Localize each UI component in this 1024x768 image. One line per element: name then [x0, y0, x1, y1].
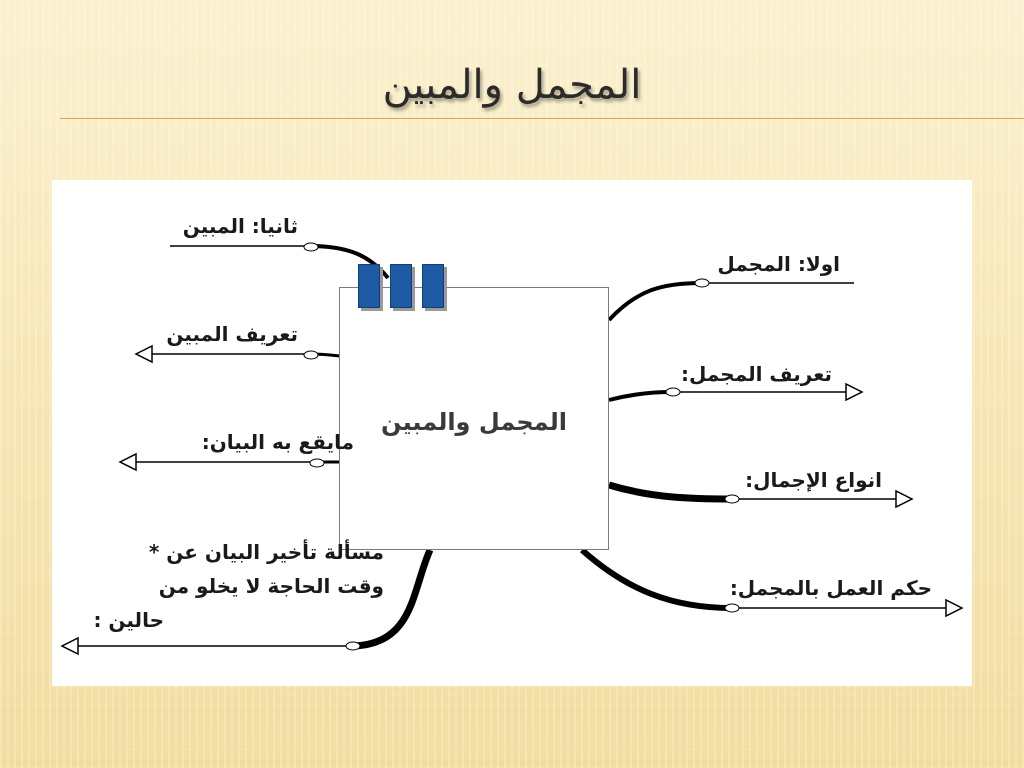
left-node-label-4-line-1[interactable]: مسألة تأخير البيان عن * — [148, 540, 384, 564]
right-node-label-4[interactable]: حكم العمل بالمجمل: — [729, 576, 932, 600]
node-connector-left-1 — [304, 243, 318, 251]
arrowhead-right-4 — [946, 600, 962, 616]
left-node-label-2[interactable]: تعريف المبين — [166, 322, 298, 346]
node-connector-right-2 — [666, 388, 680, 396]
arrowhead-left-4 — [62, 638, 78, 654]
arrowhead-right-2 — [846, 384, 862, 400]
binder-tab — [422, 264, 444, 308]
title-divider — [60, 118, 1024, 119]
right-node-label-2[interactable]: تعريف المجمل: — [681, 362, 832, 386]
arrowhead-left-3 — [120, 454, 136, 470]
binder-tab — [358, 264, 380, 308]
mind-map-panel — [52, 180, 972, 686]
branch-right-1 — [609, 283, 702, 320]
right-node-label-1[interactable]: اولا: المجمل — [717, 252, 840, 276]
slide-title: المجمل والمبين — [382, 62, 642, 108]
left-node-label-3[interactable]: مايقع به البيان: — [201, 430, 354, 454]
branch-right-3 — [609, 485, 732, 499]
binder-tab — [390, 264, 412, 308]
central-topic-box[interactable] — [339, 287, 609, 550]
right-node-label-3[interactable]: انواع الإجمال: — [745, 468, 882, 492]
node-connector-left-3 — [310, 459, 324, 467]
node-connector-right-1 — [695, 279, 709, 287]
branch-right-2 — [609, 392, 672, 400]
arrowhead-left-2 — [136, 346, 152, 362]
left-node-label-4-line-3[interactable]: حالين : — [93, 608, 164, 632]
node-connector-left-2 — [304, 351, 318, 359]
arrowhead-right-3 — [896, 491, 912, 507]
central-topic-label: المجمل والمبين — [381, 408, 567, 436]
node-connector-left-4 — [346, 642, 360, 650]
left-node-label-1[interactable]: ثانيا: المبين — [182, 214, 298, 238]
node-connector-right-4 — [725, 604, 739, 612]
branch-right-4 — [582, 550, 732, 608]
left-node-label-4-line-2[interactable]: وقت الحاجة لا يخلو من — [158, 574, 384, 598]
node-connector-right-3 — [725, 495, 739, 503]
